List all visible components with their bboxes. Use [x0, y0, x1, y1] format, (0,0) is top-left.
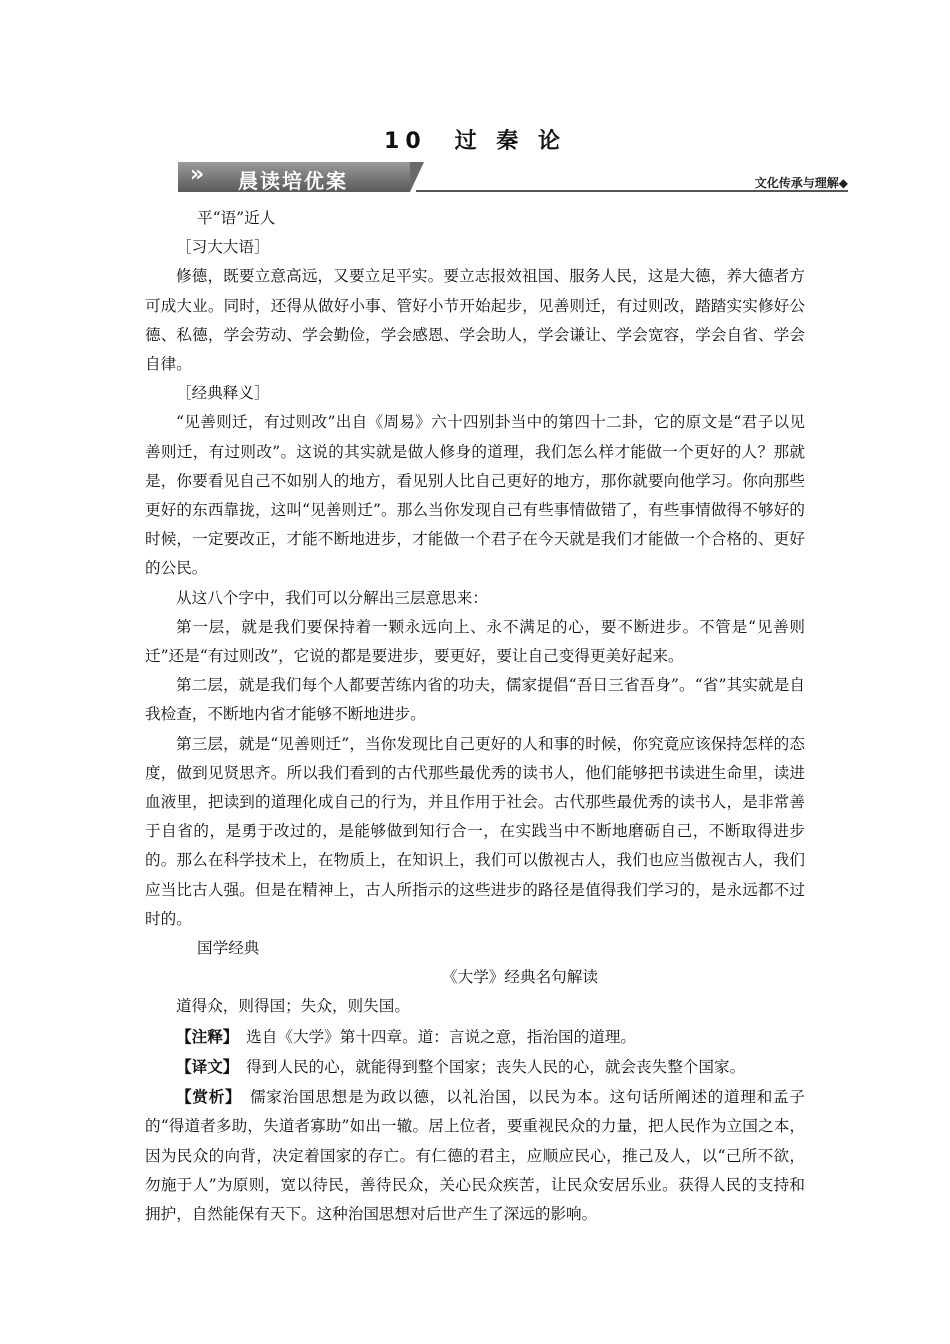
paragraph: 从这八个字中，我们可以分解出三层意思来：	[176, 588, 488, 607]
translation-text: 得到人民的心，就能得到整个国家；丧失人民的心，就会丧失整个国家。	[230, 1057, 746, 1076]
paragraph: 第一层，就是我们要保持着一颗永远向上、永不满足的心，要不断进步。不管是“见善则迁”还是“有过则改”，它说的都是要进步，要更好，要让自己变得更美好起来。	[145, 617, 805, 666]
article-body	[145, 204, 805, 1229]
translation-tag: 【译文】	[176, 1056, 231, 1076]
translation-paragraph	[145, 1052, 805, 1082]
section-heading: 平“语”近人	[197, 209, 276, 227]
paragraph: 修德，既要立意高远，又要立足平实。要立志报效祖国、服务人民，这是大德，养大德者方可成大业。同时，还得从做好小事、管好小节开始起步，见善则迁，有过则改，踏踏实实修好公德、私德，学会劳动、学会勤俭，学会感恩、学会助人，学会谦让、学会宽容，学会自省、学会自律。	[145, 267, 805, 374]
banner-label: 晨读培优案	[238, 169, 348, 193]
subheading-explain: ［经典释义］	[176, 384, 270, 403]
page-title: 10 过 秦 论	[384, 129, 566, 154]
section-banner	[178, 160, 848, 196]
note-paragraph	[145, 1022, 805, 1052]
section-heading: 国学经典	[197, 939, 260, 958]
analysis-tag: 【赏析】	[176, 1087, 234, 1107]
double-chevron-icon: »	[190, 162, 199, 187]
note-text: 选自《大学》第十四章。道：言说之意，指治国的道理。	[230, 1027, 637, 1046]
note-tag: 【注释】	[176, 1026, 231, 1046]
banner-category: 文化传承与理解◆	[754, 176, 848, 190]
section-subtitle: 《大学》经典名句解读	[442, 968, 598, 987]
analysis-paragraph	[145, 1082, 805, 1229]
paragraph: 第二层，就是我们每个人都要苦练内省的功夫，儒家提倡“吾日三省吾身”。“省”其实就是自我检查，不断地内省才能够不断地进步。	[145, 676, 805, 724]
quote-line: 道得众，则得国；失众，则失国。	[176, 997, 410, 1016]
analysis-text: 儒家治国思想是为政以德，以礼治国，以民为本。这句话所阐述的道理和孟子的“得道者多助，失道者寡助”如出一辙。居上位者，要重视民众的力量，把人民作为立国之本，因为民众的向背，决定着国家的存亡。有仁德的君主，应顺应民心，推己及人，以“己所不欲，勿施于人”为原则，宽以待民，善待民众，关心民众疾苦，让民众安居乐业。获得人民的支持和拥护，自然能保有天下。这种治国思想对后世产生了深远的影响。	[145, 1088, 805, 1223]
paragraph: 第三层，就是“见善则迁”，当你发现比自己更好的人和事的时候，你究竟应该保持怎样的态度，做到见贤思齐。所以我们看到的古代那些最优秀的读书人，他们能够把书读进生命里，读进血液里，把读到的道理化成自己的行为，并且作用于社会。古代那些最优秀的读书人，是非常善于自省的，是勇于改过的，是能够做到知行合一，在实践当中不断地磨砺自己，不断取得进步的。那么在科学技术上，在物质上，在知识上，我们可以傲视古人，我们也应当傲视古人，我们应当比古人强。但是在精神上，古人所指示的这些进步的路径是值得我们学习的，是永远都不过时的。	[145, 734, 805, 928]
paragraph: “见善则迁，有过则改”出自《周易》六十四别卦当中的第四十二卦，它的原文是“君子以见善则迁，有过则改”。这说的其实就是做人修身的道理，我们怎么样才能做一个更好的人？那就是，你要看见自己不如别人的地方，看见别人比自己更好的地方，那你就要向他学习。你向那些更好的东西靠拢，这叫“见善则迁”。那么当你发现自己有些事情做错了，有些事情做得不够好的时候，一定要改正，才能不断地进步，才能做一个君子在今天就是我们才能做一个合格的、更好的公民。	[145, 413, 805, 578]
subheading-quote: ［习大大语］	[176, 238, 270, 257]
